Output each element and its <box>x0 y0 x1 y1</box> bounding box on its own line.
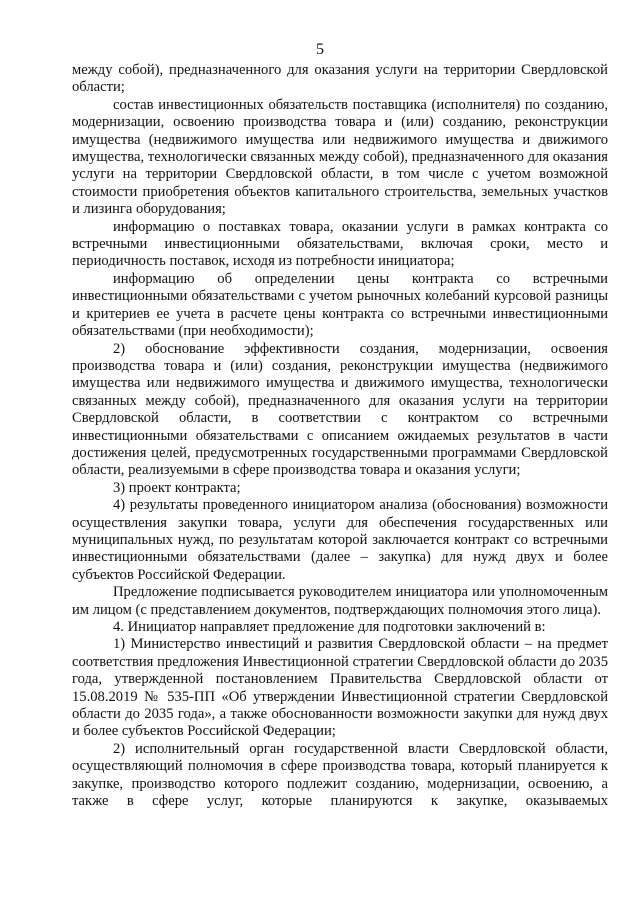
paragraph: информацию о поставках товара, оказании услуги в рамках контракта со встречными инвестиционными обязательствами, включая сроки, место и периодичность поставок, исходя из потребности инициатора; <box>72 218 608 270</box>
paragraph: 4. Инициатор направляет предложение для подготовки заключений в: <box>113 619 546 635</box>
paragraph: 2) обоснование эффективности создания, модернизации, освоения производства товара и (или) создания, реконструкции имущества (недвижимого имущества или недвижимого имущества и движимого имущества, технологически связанных между собой), предназначенного для оказания услуги на территории Свердловской области, в соответствии с контрактом со встречными инвестиционными обязательствами с описанием ожидаемых результатов в части достижения целей, предусмотренных государственными программами Свердловской области, реализуемыми в сфере производства товара и оказания услуги; <box>72 340 608 479</box>
paragraph: между собой), предназначенного для оказания услуги на территории Свердловской области; <box>72 62 608 96</box>
paragraph: 4) результаты проведенного инициатором анализа (обоснования) возможности осуществления закупки товара, услуги для обеспечения государственных или муниципальных нужд, по результатам которой заключается контракт со встречными инвестиционными обязательствами (далее – закупка) для нужд двух и более субъектов Российской Федерации. <box>72 497 608 583</box>
paragraph: информацию об определении цены контракта со встречными инвестиционными обязательствами с учетом рыночных колебаний курсовой разницы и критериев ее учета в расчете цены контракта со встречными инвестиционными обязательствами (при необходимости); <box>72 270 608 340</box>
paragraph: состав инвестиционных обязательств поставщика (исполнителя) по созданию, модернизации, освоению производства товара и (или) созданию, реконструкции имущества (недвижимого имущества или недвижимого имущества и движимого имущества, технологически связанных между собой), предназначенного для оказания услуги на территории Свердловской области, в том числе с учетом возможной стоимости приобретения объектов капитального строительства, земельных участков и лизинга оборудования; <box>72 96 608 218</box>
page-number: 5 <box>316 41 324 58</box>
paragraph: 1) Министерство инвестиций и развития Свердловской области – на предмет соответствия предложения Инвестиционной стратегии Свердловской области до 2035 года, утвержденной постановлением Правительства Свердловской области от 15.08.2019 № 535-ПП «Об утверждении Инвестиционной стратегии Свердловской области до 2035 года», а также обоснованности возможности закупки для нужд двух и более субъектов Российской Федерации; <box>72 636 608 740</box>
document-body <box>72 62 608 810</box>
paragraph: 2) исполнительный орган государственной власти Свердловской области, осуществляющий полномочия в сфере производства товара, который планируется к закупке, производство которого подлежит созданию, модернизации, освоению, а также в сфере услуг, которые планируются к закупке, оказываемых <box>72 740 608 810</box>
paragraph: 3) проект контракта; <box>113 479 241 496</box>
paragraph: Предложение подписывается руководителем инициатора или уполномоченным им лицом (с представлением документов, подтверждающих полномочия этого лица). <box>72 584 608 618</box>
